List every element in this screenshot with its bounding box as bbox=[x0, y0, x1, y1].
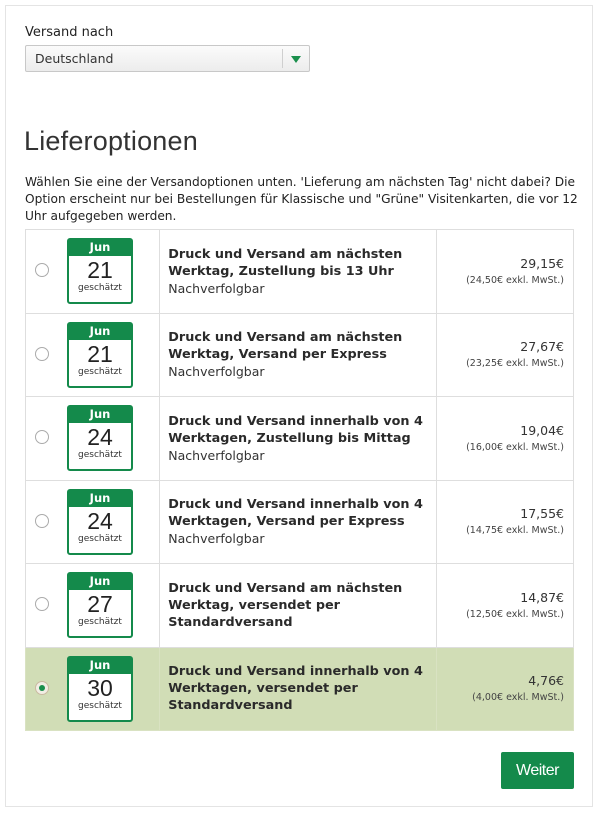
option-tracking: Nachverfolgbar bbox=[168, 364, 265, 380]
option-radio[interactable] bbox=[35, 681, 49, 695]
calendar-estimate: geschätzt bbox=[78, 450, 122, 460]
option-select-cell[interactable] bbox=[26, 230, 160, 314]
calendar-day: 24 bbox=[87, 424, 113, 450]
option-radio[interactable] bbox=[35, 263, 49, 277]
option-select-cell[interactable] bbox=[26, 397, 160, 481]
option-tracking: Nachverfolgbar bbox=[168, 531, 265, 547]
option-net-price: (14,75€ exkl. MwSt.) bbox=[466, 525, 564, 537]
option-net-price: (12,50€ exkl. MwSt.) bbox=[466, 608, 564, 620]
delivery-option-row[interactable] bbox=[26, 564, 574, 648]
calendar-month: Jun bbox=[69, 240, 131, 256]
option-price-cell bbox=[437, 313, 574, 397]
delivery-option-row[interactable] bbox=[26, 647, 574, 731]
calendar-day: 30 bbox=[87, 674, 113, 701]
option-select-cell[interactable] bbox=[26, 313, 160, 397]
option-radio[interactable] bbox=[35, 597, 49, 611]
country-select[interactable] bbox=[25, 45, 310, 72]
option-description-cell bbox=[160, 397, 437, 481]
calendar-estimate: geschätzt bbox=[78, 533, 122, 544]
calendar-month: Jun bbox=[69, 491, 131, 507]
calendar-day: 21 bbox=[87, 340, 113, 367]
calendar-icon bbox=[67, 405, 133, 471]
calendar-month: Jun bbox=[69, 658, 131, 674]
option-price-cell bbox=[437, 480, 574, 564]
delivery-options-table bbox=[25, 229, 574, 731]
option-title: Druck und Versand am nächsten Werktag, Versand per Express bbox=[168, 330, 403, 363]
calendar-day: 24 bbox=[87, 507, 113, 534]
option-title: Druck und Versand innerhalb von 4 Werktagen, Zustellung bis Mittag bbox=[168, 413, 423, 446]
option-description-cell bbox=[160, 480, 437, 564]
delivery-option-row[interactable] bbox=[26, 313, 574, 397]
chevron-down-icon bbox=[291, 56, 301, 63]
calendar-estimate: geschätzt bbox=[78, 617, 122, 627]
option-title: Druck und Versand am nächsten Werktag, versendet per Standardversand bbox=[168, 580, 403, 630]
option-description-cell bbox=[160, 313, 437, 397]
intro-text: Wählen Sie eine der Versandoptionen unten. 'Lieferung am nächsten Tag' nicht dabei? Die Option erscheint nur bei Bestellungen für Klassische und "Grüne" Visitenkarten, die vor 12 Uhr aufgegeben werden. bbox=[25, 175, 578, 223]
calendar-icon bbox=[67, 238, 133, 304]
delivery-option-row[interactable] bbox=[26, 230, 574, 314]
option-title: Druck und Versand innerhalb von 4 Werktagen, Versand per Express bbox=[168, 497, 423, 530]
option-price-cell bbox=[437, 564, 574, 648]
option-price: 19,04€ bbox=[520, 422, 564, 438]
option-price-cell bbox=[437, 230, 574, 314]
option-title: Druck und Versand innerhalb von 4 Werktagen, versendet per Standardversand bbox=[168, 664, 423, 714]
calendar-estimate: geschätzt bbox=[78, 700, 122, 711]
delivery-option-row[interactable] bbox=[26, 397, 574, 481]
option-price: 14,87€ bbox=[520, 589, 564, 605]
calendar-icon bbox=[67, 322, 133, 388]
option-price: 27,67€ bbox=[520, 339, 564, 355]
calendar-estimate: geschätzt bbox=[78, 366, 122, 377]
calendar-estimate: geschätzt bbox=[78, 283, 122, 293]
option-price-cell bbox=[437, 397, 574, 481]
option-title: Druck und Versand am nächsten Werktag, Zustellung bis 13 Uhr bbox=[168, 246, 403, 279]
country-select-value: Deutschland bbox=[35, 51, 114, 66]
option-radio[interactable] bbox=[35, 347, 49, 361]
page-title: Lieferoptionen bbox=[24, 126, 198, 156]
delivery-option-row[interactable] bbox=[26, 480, 574, 564]
option-description-cell bbox=[160, 230, 437, 314]
option-description-cell bbox=[160, 564, 437, 648]
ship-to-label: Versand nach bbox=[25, 25, 114, 40]
option-select-cell[interactable] bbox=[26, 480, 160, 564]
option-radio[interactable] bbox=[35, 430, 49, 444]
calendar-icon bbox=[67, 489, 133, 555]
continue-button[interactable]: Weiter bbox=[501, 752, 574, 789]
calendar-icon bbox=[67, 656, 133, 722]
option-description-cell bbox=[160, 647, 437, 731]
option-net-price: (16,00€ exkl. MwSt.) bbox=[466, 441, 564, 453]
calendar-day: 21 bbox=[87, 257, 113, 283]
option-tracking: Nachverfolgbar bbox=[168, 280, 265, 296]
option-select-cell[interactable] bbox=[26, 647, 160, 731]
calendar-month: Jun bbox=[69, 574, 131, 590]
calendar-month: Jun bbox=[69, 407, 131, 423]
option-price: 17,55€ bbox=[520, 506, 564, 522]
calendar-icon bbox=[67, 572, 133, 638]
option-price: 29,15€ bbox=[520, 255, 564, 271]
option-net-price: (24,50€ exkl. MwSt.) bbox=[466, 274, 564, 286]
calendar-day: 27 bbox=[87, 591, 113, 617]
option-tracking: Nachverfolgbar bbox=[168, 447, 265, 463]
select-divider bbox=[282, 49, 283, 68]
option-radio[interactable] bbox=[35, 514, 49, 528]
option-net-price: (23,25€ exkl. MwSt.) bbox=[466, 358, 564, 370]
option-net-price: (4,00€ exkl. MwSt.) bbox=[472, 692, 564, 704]
option-price-cell bbox=[437, 647, 574, 731]
calendar-month: Jun bbox=[69, 324, 131, 340]
option-price: 4,76€ bbox=[528, 673, 564, 689]
option-select-cell[interactable] bbox=[26, 564, 160, 648]
